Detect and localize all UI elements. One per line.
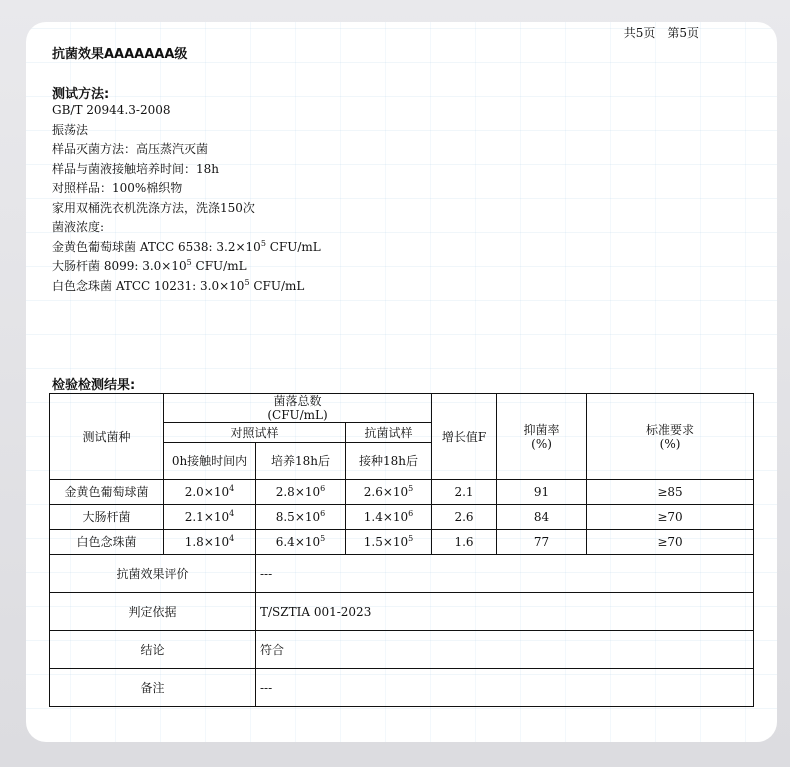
method-line: 样品灭菌方法：高压蒸汽灭菌 — [52, 142, 209, 156]
method-line: 对照样品：100%棉织物 — [52, 181, 183, 195]
cell-growth: 2.6 — [432, 505, 497, 530]
evaluation-row — [50, 555, 754, 593]
header-growth: 增长值F — [432, 394, 497, 480]
table-row — [50, 480, 754, 505]
concentration-line: 金黄色葡萄球菌 ATCC 6538: $3.2\times 10^5$ CFU/mL — [52, 238, 321, 254]
results-table — [49, 393, 754, 707]
basis-row — [50, 593, 754, 631]
header-strain: 测试菌种 — [50, 394, 164, 480]
current-page: 第5页 — [667, 26, 699, 40]
header-total-count: 菌落总数 (CFU/mL) — [164, 394, 432, 423]
footer-label: 结论 — [50, 631, 256, 669]
cell-strain: 金黄色葡萄球菌 — [50, 480, 164, 505]
method-line: 菌液浓度: — [52, 220, 105, 234]
cell-strain: 白色念珠菌 — [50, 530, 164, 555]
footer-label: 抗菌效果评价 — [50, 555, 256, 593]
cell-standard: ≥85 — [587, 480, 754, 505]
cell-control-18h: $6.4\times 10^5$ — [256, 530, 346, 555]
cell-rate: 77 — [497, 530, 587, 555]
table-row — [50, 530, 754, 555]
cell-growth: 1.6 — [432, 530, 497, 555]
cell-anti-18h: $2.6\times 10^5$ — [346, 480, 432, 505]
method-line: 家用双桶洗衣机洗涤方法，洗涤150次 — [52, 200, 255, 215]
table-row — [50, 505, 754, 530]
concentration-line: 大肠杆菌 8099: $3.0\times 10^5$ CFU/mL — [52, 258, 247, 273]
header-anti-18h: 接种18h后 — [346, 443, 432, 480]
method-line: GB/T 20944.3-2008 — [52, 103, 171, 117]
footer-value: T/SZTIA 001-2023 — [256, 593, 754, 631]
method-details — [52, 101, 321, 296]
cell-anti-18h: $1.5\times 10^5$ — [346, 530, 432, 555]
table-header-row — [50, 394, 754, 423]
cell-standard: ≥70 — [587, 505, 754, 530]
results-heading: 检验检测结果: — [52, 378, 136, 393]
footer-value: 符合 — [256, 631, 754, 669]
cell-rate: 84 — [497, 505, 587, 530]
method-line: 振荡法 — [52, 122, 89, 137]
footer-value: --- — [256, 669, 754, 707]
total-pages: 共5页 — [623, 26, 656, 40]
conclusion-row — [50, 631, 754, 669]
method-line: 样品与菌液接触培养时间：18h — [52, 161, 219, 176]
header-control: 对照试样 — [164, 423, 346, 443]
document-title: 抗菌效果AAAAAAA级 — [52, 47, 188, 62]
cell-growth: 2.1 — [432, 480, 497, 505]
cell-control-0h: $1.8\times 10^4$ — [164, 530, 256, 555]
cell-control-0h: $2.1\times 10^4$ — [164, 505, 256, 530]
header-antibacterial: 抗菌试样 — [346, 423, 432, 443]
header-standard: 标准要求 (%) — [587, 394, 754, 480]
header-rate: 抑菌率 (%) — [497, 394, 587, 480]
remarks-row — [50, 669, 754, 707]
method-heading: 测试方法: — [52, 87, 110, 102]
header-control-18h: 培养18h后 — [256, 443, 346, 480]
cell-strain: 大肠杆菌 — [50, 505, 164, 530]
concentration-line: 白色念珠菌 ATCC 10231: $3.0\times 10^5$ CFU/mL — [52, 277, 305, 293]
footer-label: 判定依据 — [50, 593, 256, 631]
cell-standard: ≥70 — [587, 530, 754, 555]
cell-control-0h: $2.0\times 10^4$ — [164, 480, 256, 505]
cell-anti-18h: $1.4\times 10^6$ — [346, 505, 432, 530]
report-page — [26, 22, 777, 742]
header-control-0h: 0h接触时间内 — [164, 443, 256, 480]
footer-value: --- — [256, 555, 754, 593]
cell-control-18h: $8.5\times 10^6$ — [256, 505, 346, 530]
cell-control-18h: $2.8\times 10^6$ — [256, 480, 346, 505]
cell-rate: 91 — [497, 480, 587, 505]
page-number — [612, 24, 699, 41]
footer-label: 备注 — [50, 669, 256, 707]
